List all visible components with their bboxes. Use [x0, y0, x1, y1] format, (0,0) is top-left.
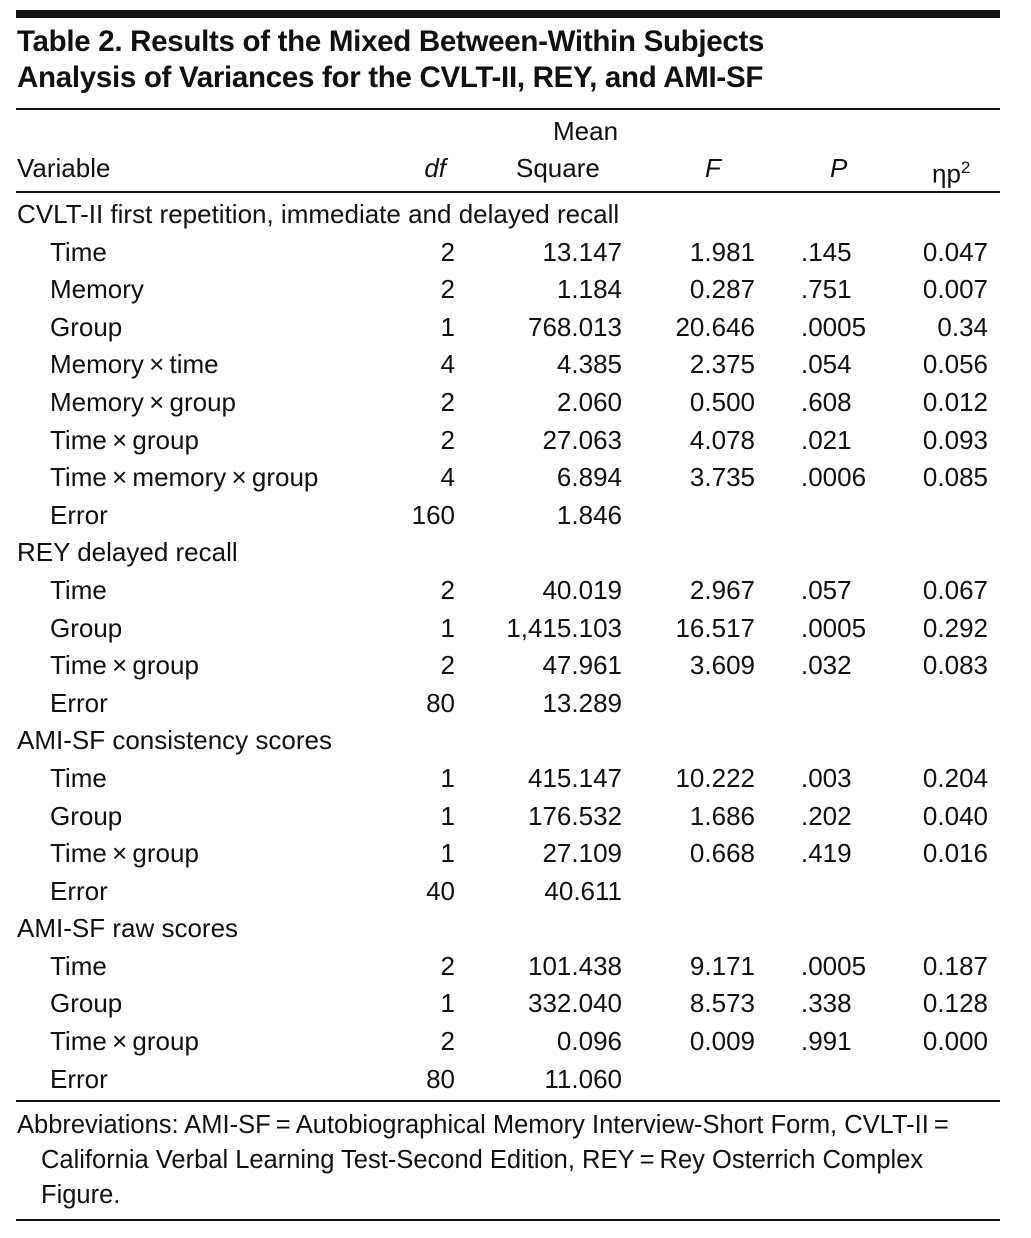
cell-mean-square: 27.063	[542, 424, 622, 455]
cell-mean-square: 1.846	[556, 499, 622, 530]
header-variable: Variable	[17, 153, 111, 183]
cell-variable: Memory	[50, 274, 144, 305]
cell-f: 1.981	[689, 236, 755, 267]
cell-variable: Error	[50, 687, 108, 718]
cell-p: .608	[801, 386, 852, 417]
cell-df: 1	[440, 612, 455, 643]
cell-f: 2.375	[689, 349, 755, 380]
cell-eta-p2: 0.093	[922, 424, 988, 455]
cell-variable: Time × group	[50, 424, 199, 455]
cell-p: .0005	[801, 612, 867, 643]
cell-f: 1.686	[689, 800, 755, 831]
cell-eta-p2: 0.040	[922, 800, 988, 831]
cell-f: 8.573	[689, 988, 755, 1019]
cell-df: 80	[426, 1063, 455, 1094]
cell-variable: Time	[50, 950, 107, 981]
table-row	[0, 422, 1031, 460]
cell-eta-p2: 0.204	[922, 762, 988, 793]
header-eta-text: ηp	[932, 158, 961, 189]
cell-mean-square: 40.611	[544, 875, 622, 906]
cell-variable: Memory × time	[50, 349, 219, 380]
header-p: P	[830, 153, 848, 183]
cell-variable: Time × memory × group	[50, 462, 319, 493]
cell-eta-p2: 0.012	[922, 386, 988, 417]
cell-f: 0.287	[689, 274, 755, 305]
cell-df: 1	[440, 762, 455, 793]
cell-p: .202	[801, 800, 852, 831]
header-eta-sup: 2	[960, 158, 971, 177]
cell-mean-square: 40.019	[542, 574, 622, 605]
cell-mean-square: 1,415.103	[506, 612, 622, 643]
cell-df: 2	[440, 236, 455, 267]
table-row	[0, 234, 1031, 272]
cell-mean-square: 47.961	[542, 650, 622, 681]
cell-p: .145	[801, 236, 852, 267]
cell-mean-square: 176.532	[528, 800, 622, 831]
cell-df: 80	[426, 687, 455, 718]
cell-f: 3.609	[689, 650, 755, 681]
cell-variable: Time	[50, 574, 107, 605]
table-row	[0, 497, 1031, 535]
table-row	[0, 572, 1031, 610]
cell-df: 1	[440, 838, 455, 869]
cell-variable: Group	[50, 311, 123, 342]
cell-mean-square: 4.385	[556, 349, 622, 380]
table-row	[0, 346, 1031, 384]
cell-p: .991	[801, 1026, 852, 1057]
header-bottom-rule	[16, 191, 1000, 193]
cell-variable: Group	[50, 800, 123, 831]
cell-f: 3.735	[689, 462, 755, 493]
cell-df: 2	[440, 1026, 455, 1057]
cell-variable: Time × group	[50, 838, 199, 869]
table-row	[0, 760, 1031, 798]
cell-df: 2	[440, 386, 455, 417]
table-title	[17, 24, 1007, 96]
header-df: df	[424, 153, 446, 183]
cell-mean-square: 2.060	[556, 386, 622, 417]
cell-eta-p2: 0.083	[922, 650, 988, 681]
cell-df: 1	[440, 988, 455, 1019]
cell-f: 20.646	[675, 311, 755, 342]
cell-variable: Time × group	[50, 1026, 199, 1057]
cell-f: 0.500	[689, 386, 755, 417]
section-label: REY delayed recall	[17, 537, 238, 568]
cell-mean-square: 415.147	[528, 762, 622, 793]
section-label: AMI-SF raw scores	[17, 913, 239, 944]
cell-df: 4	[440, 462, 455, 493]
header-top-rule	[16, 108, 1000, 110]
cell-mean-square: 101.438	[528, 950, 622, 981]
cell-mean-square: 332.040	[528, 988, 622, 1019]
table-row	[0, 985, 1031, 1023]
cell-variable: Group	[50, 988, 123, 1019]
cell-p: .021	[801, 424, 852, 455]
cell-p: .057	[801, 574, 852, 605]
cell-eta-p2: 0.128	[922, 988, 988, 1019]
cell-p: .032	[801, 650, 852, 681]
cell-mean-square: 1.184	[556, 274, 622, 305]
cell-eta-p2: 0.187	[922, 950, 988, 981]
cell-variable: Error	[50, 499, 108, 530]
header-square: Square	[516, 153, 600, 183]
cell-p: .338	[801, 988, 852, 1019]
cell-df: 2	[440, 950, 455, 981]
cell-variable: Time	[50, 762, 107, 793]
cell-variable: Memory × group	[50, 386, 236, 417]
table-row	[0, 835, 1031, 873]
cell-eta-p2: 0.34	[937, 311, 988, 342]
cell-p: .751	[801, 274, 852, 305]
cell-eta-p2: 0.085	[922, 462, 988, 493]
cell-f: 0.668	[689, 838, 755, 869]
cell-df: 40	[426, 875, 455, 906]
section-header-row	[0, 196, 1031, 234]
title-line-2: Analysis of Variances for the CVLT-II, REY, and AMI-SF	[17, 61, 764, 94]
table-row	[0, 610, 1031, 648]
header-eta	[932, 153, 970, 189]
cell-eta-p2: 0.056	[922, 349, 988, 380]
header-f: F	[705, 153, 721, 183]
cell-eta-p2: 0.292	[922, 612, 988, 643]
table-row	[0, 685, 1031, 723]
table-row	[0, 873, 1031, 911]
title-line-1: Table 2. Results of the Mixed Between-Within Subjects	[17, 25, 765, 58]
cell-df: 4	[440, 349, 455, 380]
cell-variable: Error	[50, 875, 108, 906]
cell-mean-square: 13.147	[542, 236, 622, 267]
cell-df: 1	[440, 800, 455, 831]
bottom-rule	[16, 1219, 1000, 1221]
table-body	[0, 196, 1031, 1098]
cell-p: .0006	[801, 462, 867, 493]
table-row	[0, 798, 1031, 836]
cell-f: 0.009	[689, 1026, 755, 1057]
cell-p: .054	[801, 349, 852, 380]
cell-eta-p2: 0.047	[922, 236, 988, 267]
table-row	[0, 459, 1031, 497]
footnote	[17, 1108, 1007, 1213]
cell-mean-square: 11.060	[544, 1063, 622, 1094]
footnote-text: Abbreviations: AMI-SF = Autobiographical Memory Interview-Short Form, CVLT-II = California Verbal Learning Test-Second Edition, REY = Rey Osterrich Complex Figure.	[17, 1111, 954, 1209]
cell-p: .419	[801, 838, 852, 869]
cell-mean-square: 6.894	[556, 462, 622, 493]
cell-p: .0005	[801, 950, 867, 981]
top-rule	[16, 10, 1000, 18]
cell-eta-p2: 0.067	[922, 574, 988, 605]
cell-variable: Time × group	[50, 650, 199, 681]
table-row	[0, 647, 1031, 685]
table-row	[0, 1023, 1031, 1061]
cell-df: 2	[440, 274, 455, 305]
cell-df: 2	[440, 574, 455, 605]
table-row	[0, 309, 1031, 347]
section-label: CVLT-II first repetition, immediate and delayed recall	[17, 199, 620, 229]
cell-eta-p2: 0.016	[922, 838, 988, 869]
cell-mean-square: 13.289	[542, 687, 622, 718]
section-header-row	[0, 722, 1031, 760]
cell-variable: Error	[50, 1063, 108, 1094]
section-header-row	[0, 910, 1031, 948]
cell-variable: Time	[50, 236, 107, 267]
cell-f: 4.078	[689, 424, 755, 455]
cell-df: 160	[411, 499, 455, 530]
cell-df: 1	[440, 311, 455, 342]
cell-f: 10.222	[675, 762, 755, 793]
cell-f: 16.517	[675, 612, 755, 643]
cell-mean-square: 768.013	[528, 311, 622, 342]
cell-eta-p2: 0.007	[922, 274, 988, 305]
table-row	[0, 948, 1031, 986]
cell-f: 9.171	[689, 950, 755, 981]
cell-f: 2.967	[689, 574, 755, 605]
cell-eta-p2: 0.000	[922, 1026, 988, 1057]
cell-df: 2	[440, 424, 455, 455]
cell-df: 2	[440, 650, 455, 681]
table-row	[0, 384, 1031, 422]
cell-p: .0005	[801, 311, 867, 342]
cell-p: .003	[801, 762, 852, 793]
section-label: AMI-SF consistency scores	[17, 725, 332, 756]
header-mean: Mean	[553, 116, 619, 146]
table-row	[0, 271, 1031, 309]
section-header-row	[0, 534, 1031, 572]
cell-mean-square: 0.096	[556, 1026, 622, 1057]
table-bottom-rule	[16, 1100, 1000, 1102]
table-row	[0, 1061, 1031, 1099]
cell-mean-square: 27.109	[542, 838, 622, 869]
cell-variable: Group	[50, 612, 123, 643]
